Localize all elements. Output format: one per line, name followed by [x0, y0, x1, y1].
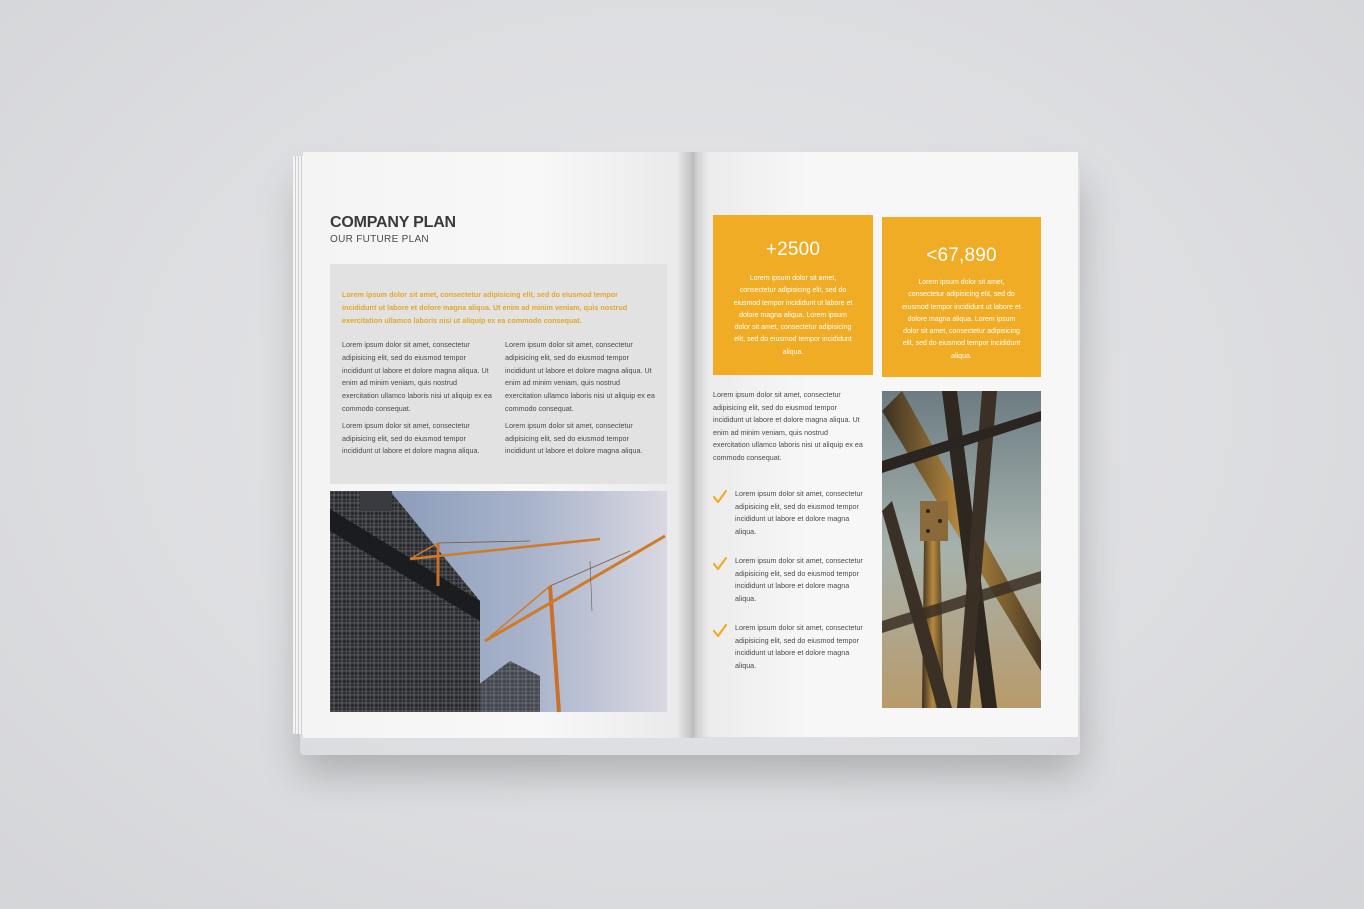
left-page: [303, 152, 693, 738]
text-panel: [330, 264, 667, 484]
steel-beams-illustration: [882, 391, 1041, 708]
column-2-paragraph-1: Lorem ipsum dolor sit amet, consectetur adipisicing elit, sed do eiusmod tempor incididunt ut labore et dolore magna aliqua. Ut enim ad minim veniam, quis nostrud exercitation ullamco laboris nisi ut aliquip ex ea commodo consequat.: [505, 340, 655, 413]
text-column-1: [342, 339, 494, 462]
checklist-text-3: Lorem ipsum dolor sit amet, consectetur adipisicing elit, sed do eiusmod tempor incididunt ut labore et dolore magna aliqua.: [735, 623, 863, 670]
stat-value-1: +2500: [765, 239, 821, 260]
column-1-paragraph-1: Lorem ipsum dolor sit amet, consectetur adipisicing elit, sed do eiusmod tempor incididunt ut labore et dolore magna aliqua. Ut enim ad minim veniam, quis nostrud exercitation ullamco laboris nisi ut aliquip ex ea commodo consequat.: [342, 340, 492, 413]
column-1-paragraph-2: Lorem ipsum dolor sit amet, consectetur adipisicing elit, sed do eiusmod tempor incididunt ut labore et dolore magna aliqua.: [342, 420, 480, 456]
stat-text-2: Lorem ipsum dolor sit amet, consectetur adipisicing elit, sed do eiusmod tempor incididunt ut labore et dolore magna aliqua. Lorem ipsum dolor sit amet, consectetur adipisicing elit, sed do eiusmod tempor incididunt aliqua.: [902, 279, 1021, 360]
construction-cranes-photo: [330, 491, 667, 712]
check-icon: [713, 490, 727, 504]
right-page: [693, 152, 1078, 737]
steel-structure-photo: [882, 391, 1041, 708]
intro-highlight-text: Lorem ipsum dolor sit amet, consectetur adipisicing elit, sed do eiusmod tempor incididunt ut labore et dolore magna aliqua. Ut enim ad minim veniam, quis nostrud exercitation ullamco laboris nisi ut aliquip ex ea commodo consequat.: [342, 290, 628, 325]
column-2-paragraph-2: Lorem ipsum dolor sit amet, consectetur adipisicing elit, sed do eiusmod tempor incididunt ut labore et dolore magna aliqua.: [505, 420, 643, 456]
check-icon: [713, 624, 727, 638]
cranes-illustration: [330, 491, 667, 712]
stat-value-2: <67,890: [926, 245, 997, 266]
stat-box-1: [713, 215, 873, 375]
stat-text-1: Lorem ipsum dolor sit amet, consectetur adipisicing elit, sed do eiusmod tempor incididunt ut labore et dolore magna aliqua. Lorem ipsum dolor sit amet, consectetur adipisicing elit, sed do eiusmod tempor incididunt aliqua.: [733, 275, 853, 356]
checklist-text-2: Lorem ipsum dolor sit amet, consectetur adipisicing elit, sed do eiusmod tempor incididunt ut labore et dolore magna aliqua.: [735, 556, 863, 603]
page-subtitle: OUR FUTURE PLAN: [330, 234, 429, 245]
checklist-text-1: Lorem ipsum dolor sit amet, consectetur adipisicing elit, sed do eiusmod tempor incididunt ut labore et dolore magna aliqua.: [735, 489, 863, 536]
check-icon: [713, 557, 727, 571]
page-title: COMPANY PLAN: [330, 214, 456, 231]
stat-box-2: [882, 217, 1041, 377]
body-paragraph: Lorem ipsum dolor sit amet, consectetur adipisicing elit, sed do eiusmod tempor incididunt ut labore et dolore magna aliqua. Ut enim ad minim veniam, quis nostrud exercitation ullamco laboris nisi ut aliquip ex ea commodo consequat.: [713, 390, 863, 462]
text-column-2: [505, 339, 657, 462]
